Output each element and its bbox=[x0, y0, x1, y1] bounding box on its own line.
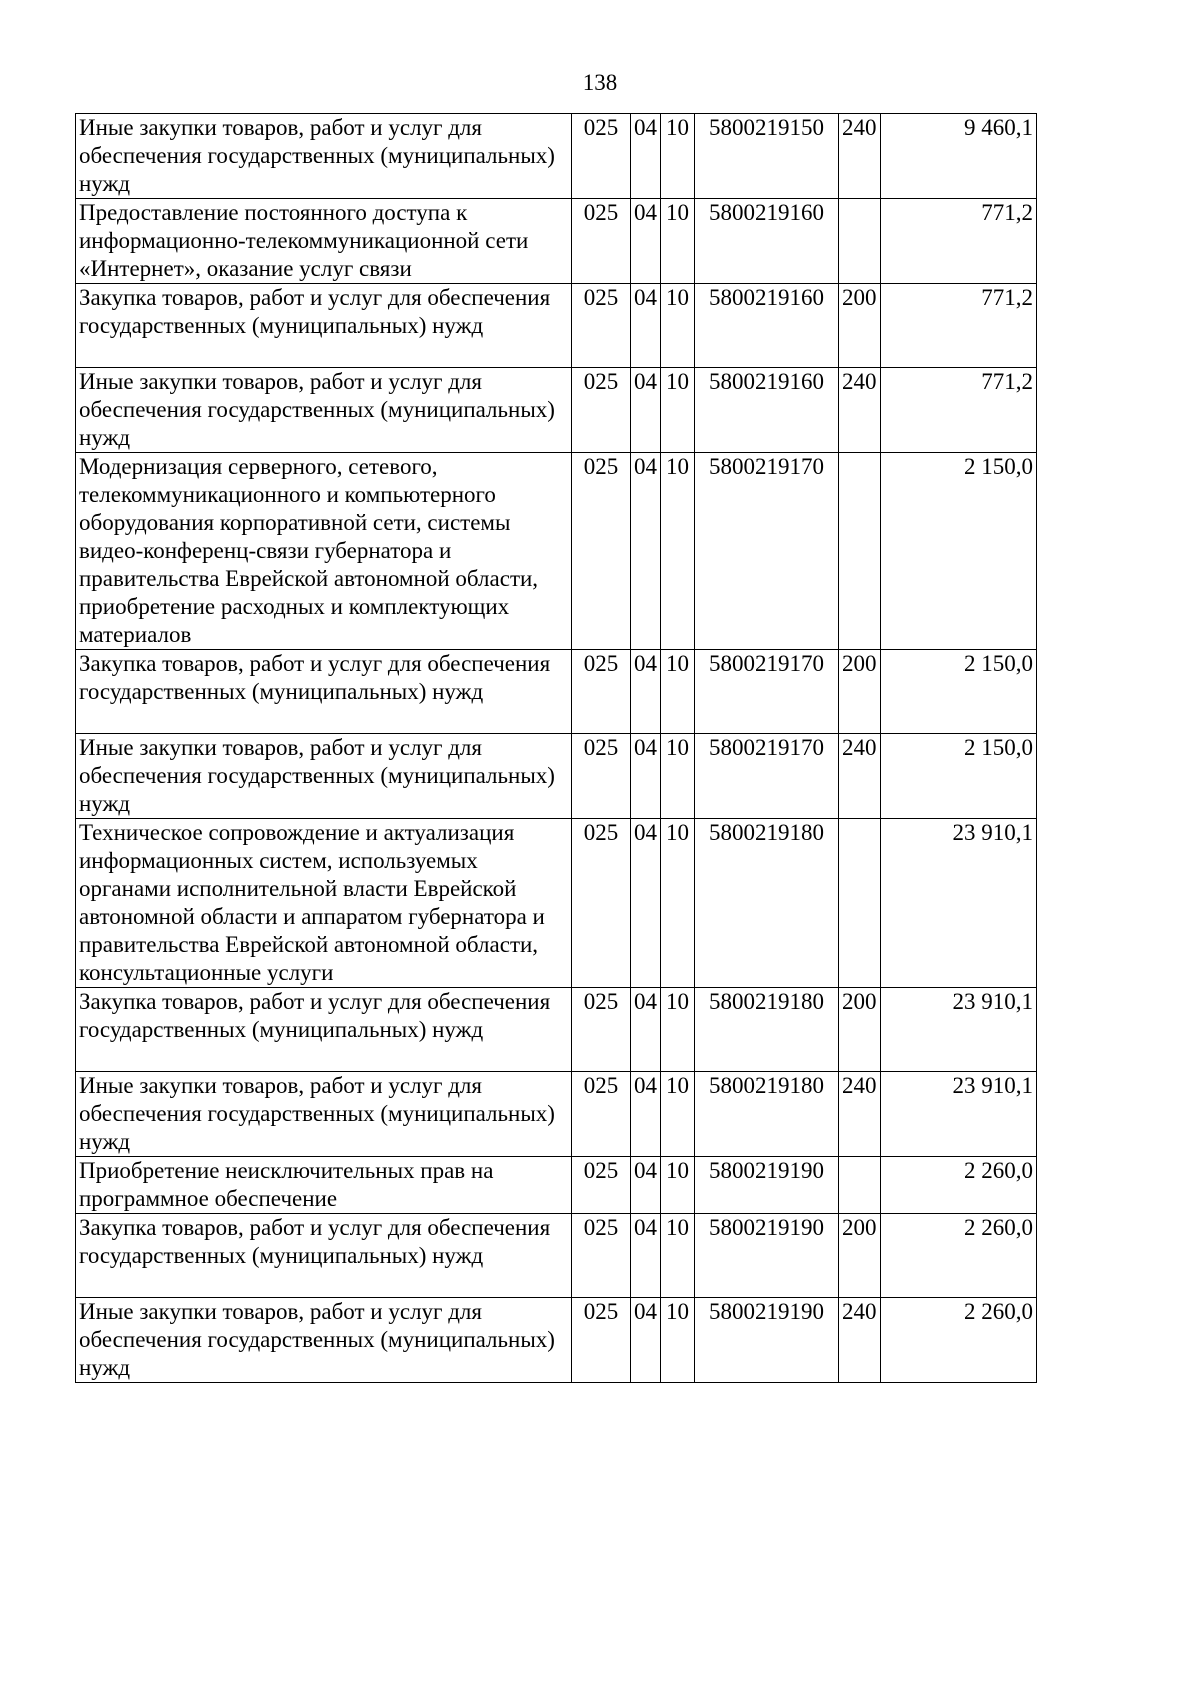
row-sum: 23 910,1 bbox=[881, 819, 1037, 988]
row-subsection: 10 bbox=[661, 284, 695, 368]
row-section: 04 bbox=[631, 284, 661, 368]
table-row bbox=[76, 1214, 1037, 1298]
row-subsection: 10 bbox=[661, 1298, 695, 1383]
row-target-article: 5800219180 bbox=[695, 819, 839, 988]
budget-table bbox=[75, 113, 1037, 1383]
row-sum: 2 260,0 bbox=[881, 1157, 1037, 1214]
row-grbs: 025 bbox=[572, 1298, 631, 1383]
row-expense-type: 240 bbox=[839, 114, 881, 199]
row-expense-type bbox=[839, 819, 881, 988]
table-row bbox=[76, 1072, 1037, 1157]
row-grbs: 025 bbox=[572, 199, 631, 284]
row-target-article: 5800219160 bbox=[695, 368, 839, 453]
row-section: 04 bbox=[631, 453, 661, 650]
row-name: Иные закупки товаров, работ и услуг для обеспечения государственных (муниципальных) нужд bbox=[76, 1298, 572, 1383]
row-sum: 771,2 bbox=[881, 368, 1037, 453]
row-section: 04 bbox=[631, 1157, 661, 1214]
row-target-article: 5800219190 bbox=[695, 1298, 839, 1383]
row-expense-type: 240 bbox=[839, 368, 881, 453]
table-row bbox=[76, 368, 1037, 453]
row-target-article: 5800219170 bbox=[695, 734, 839, 819]
table-row bbox=[76, 199, 1037, 284]
row-name: Предоставление постоянного доступа к информационно-телекоммуникационной сети «Интернет», оказание услуг связи bbox=[76, 199, 572, 284]
row-expense-type: 240 bbox=[839, 1298, 881, 1383]
row-subsection: 10 bbox=[661, 114, 695, 199]
row-sum: 2 150,0 bbox=[881, 734, 1037, 819]
row-section: 04 bbox=[631, 988, 661, 1072]
row-target-article: 5800219170 bbox=[695, 650, 839, 734]
row-target-article: 5800219160 bbox=[695, 199, 839, 284]
table-row bbox=[76, 1157, 1037, 1214]
row-section: 04 bbox=[631, 650, 661, 734]
row-section: 04 bbox=[631, 1214, 661, 1298]
row-subsection: 10 bbox=[661, 988, 695, 1072]
row-subsection: 10 bbox=[661, 199, 695, 284]
row-expense-type: 200 bbox=[839, 1214, 881, 1298]
row-subsection: 10 bbox=[661, 819, 695, 988]
row-grbs: 025 bbox=[572, 284, 631, 368]
row-name: Модернизация серверного, сетевого, телекоммуникационного и компьютерного оборудования корпоративной сети, системы видео-конференц-связи губернатора и правительства Еврейской автономной области, приобретение расходных и комплектующих материалов bbox=[76, 453, 572, 650]
row-target-article: 5800219160 bbox=[695, 284, 839, 368]
row-subsection: 10 bbox=[661, 368, 695, 453]
row-grbs: 025 bbox=[572, 988, 631, 1072]
row-name: Иные закупки товаров, работ и услуг для обеспечения государственных (муниципальных) нужд bbox=[76, 114, 572, 199]
table-row bbox=[76, 284, 1037, 368]
page-number: 138 bbox=[582, 70, 618, 95]
row-sum: 9 460,1 bbox=[881, 114, 1037, 199]
row-grbs: 025 bbox=[572, 650, 631, 734]
row-grbs: 025 bbox=[572, 368, 631, 453]
row-target-article: 5800219170 bbox=[695, 453, 839, 650]
row-name: Закупка товаров, работ и услуг для обеспечения государственных (муниципальных) нужд bbox=[76, 284, 572, 368]
row-name: Закупка товаров, работ и услуг для обеспечения государственных (муниципальных) нужд bbox=[76, 1214, 572, 1298]
row-section: 04 bbox=[631, 114, 661, 199]
row-sum: 2 150,0 bbox=[881, 453, 1037, 650]
row-section: 04 bbox=[631, 819, 661, 988]
row-sum: 771,2 bbox=[881, 284, 1037, 368]
row-target-article: 5800219150 bbox=[695, 114, 839, 199]
row-expense-type: 240 bbox=[839, 734, 881, 819]
row-name: Закупка товаров, работ и услуг для обеспечения государственных (муниципальных) нужд bbox=[76, 988, 572, 1072]
row-name: Иные закупки товаров, работ и услуг для обеспечения государственных (муниципальных) нужд bbox=[76, 1072, 572, 1157]
table-body bbox=[76, 114, 1037, 1383]
row-name: Закупка товаров, работ и услуг для обеспечения государственных (муниципальных) нужд bbox=[76, 650, 572, 734]
row-subsection: 10 bbox=[661, 1214, 695, 1298]
row-name: Техническое сопровождение и актуализация информационных систем, используемых органами исполнительной власти Еврейской автономной области и аппаратом губернатора и правительства Еврейской автономной области, консультационные услуги bbox=[76, 819, 572, 988]
row-target-article: 5800219190 bbox=[695, 1157, 839, 1214]
row-grbs: 025 bbox=[572, 1157, 631, 1214]
row-expense-type: 240 bbox=[839, 1072, 881, 1157]
row-sum: 2 260,0 bbox=[881, 1298, 1037, 1383]
row-sum: 771,2 bbox=[881, 199, 1037, 284]
row-expense-type: 200 bbox=[839, 650, 881, 734]
row-section: 04 bbox=[631, 368, 661, 453]
row-name: Иные закупки товаров, работ и услуг для обеспечения государственных (муниципальных) нужд bbox=[76, 368, 572, 453]
row-grbs: 025 bbox=[572, 114, 631, 199]
table-row bbox=[76, 988, 1037, 1072]
row-section: 04 bbox=[631, 1298, 661, 1383]
table-row bbox=[76, 819, 1037, 988]
row-target-article: 5800219190 bbox=[695, 1214, 839, 1298]
row-expense-type bbox=[839, 199, 881, 284]
row-grbs: 025 bbox=[572, 734, 631, 819]
row-expense-type bbox=[839, 453, 881, 650]
table-row bbox=[76, 114, 1037, 199]
row-section: 04 bbox=[631, 734, 661, 819]
row-section: 04 bbox=[631, 1072, 661, 1157]
row-sum: 2 260,0 bbox=[881, 1214, 1037, 1298]
row-subsection: 10 bbox=[661, 1157, 695, 1214]
table-row bbox=[76, 453, 1037, 650]
row-sum: 23 910,1 bbox=[881, 988, 1037, 1072]
table-row bbox=[76, 650, 1037, 734]
row-grbs: 025 bbox=[572, 453, 631, 650]
row-subsection: 10 bbox=[661, 650, 695, 734]
row-target-article: 5800219180 bbox=[695, 1072, 839, 1157]
table-row bbox=[76, 1298, 1037, 1383]
row-name: Иные закупки товаров, работ и услуг для обеспечения государственных (муниципальных) нужд bbox=[76, 734, 572, 819]
row-subsection: 10 bbox=[661, 734, 695, 819]
row-grbs: 025 bbox=[572, 819, 631, 988]
row-section: 04 bbox=[631, 199, 661, 284]
table-row bbox=[76, 734, 1037, 819]
row-subsection: 10 bbox=[661, 453, 695, 650]
row-grbs: 025 bbox=[572, 1072, 631, 1157]
row-expense-type: 200 bbox=[839, 284, 881, 368]
row-expense-type: 200 bbox=[839, 988, 881, 1072]
row-sum: 23 910,1 bbox=[881, 1072, 1037, 1157]
row-target-article: 5800219180 bbox=[695, 988, 839, 1072]
row-subsection: 10 bbox=[661, 1072, 695, 1157]
row-sum: 2 150,0 bbox=[881, 650, 1037, 734]
row-expense-type bbox=[839, 1157, 881, 1214]
row-grbs: 025 bbox=[572, 1214, 631, 1298]
row-name: Приобретение неисключительных прав на программное обеспечение bbox=[76, 1157, 572, 1214]
